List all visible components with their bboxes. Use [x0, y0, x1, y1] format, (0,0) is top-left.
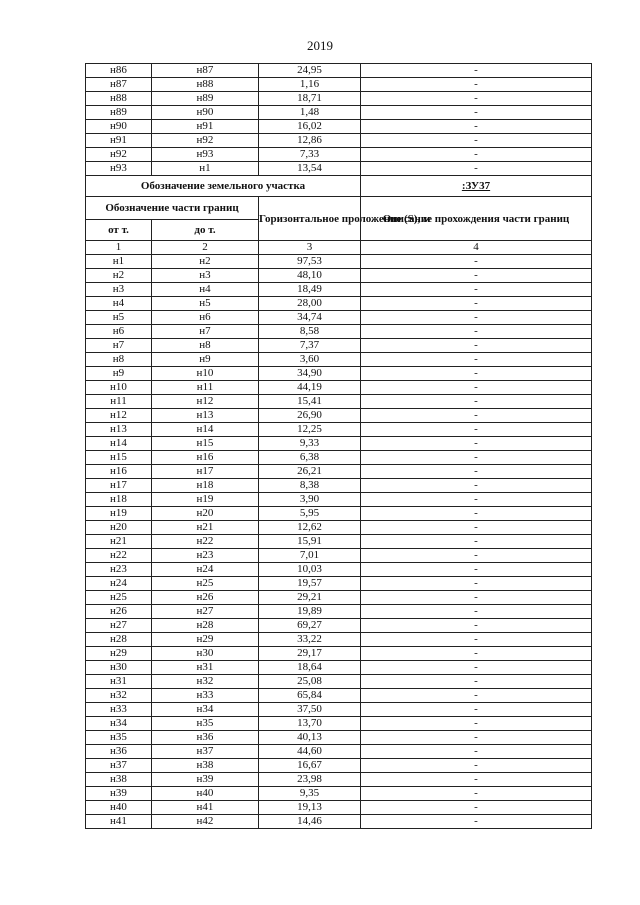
- table-row: [86, 162, 592, 176]
- distance-cell: 18,71: [259, 92, 361, 106]
- to-point-cell: н90: [152, 106, 259, 120]
- from-point-cell: н1: [86, 255, 152, 269]
- distance-cell: 14,46: [259, 815, 361, 829]
- to-point-cell: н89: [152, 92, 259, 106]
- to-point-cell: н22: [152, 535, 259, 549]
- table-row: [86, 507, 592, 521]
- to-point-cell: н12: [152, 395, 259, 409]
- description-cell: -: [361, 106, 592, 120]
- from-point-cell: н17: [86, 479, 152, 493]
- to-point-cell: н39: [152, 773, 259, 787]
- distance-cell: 65,84: [259, 689, 361, 703]
- table-row: [86, 134, 592, 148]
- table-row: [86, 395, 592, 409]
- to-point-cell: н24: [152, 563, 259, 577]
- description-cell: -: [361, 283, 592, 297]
- distance-cell: 10,03: [259, 563, 361, 577]
- distance-cell: 1,16: [259, 78, 361, 92]
- to-point-cell: н17: [152, 465, 259, 479]
- table-row: [86, 339, 592, 353]
- to-point-cell: н16: [152, 451, 259, 465]
- distance-cell: 24,95: [259, 64, 361, 78]
- to-point-cell: н31: [152, 661, 259, 675]
- table-row: [86, 64, 592, 78]
- to-point-cell: н20: [152, 507, 259, 521]
- to-point-cell: н15: [152, 437, 259, 451]
- table-row: [86, 367, 592, 381]
- column-number: 3: [259, 241, 361, 255]
- from-point-cell: н9: [86, 367, 152, 381]
- description-cell: -: [361, 605, 592, 619]
- distance-cell: 5,95: [259, 507, 361, 521]
- distance-cell: 69,27: [259, 619, 361, 633]
- table-header: [86, 176, 592, 255]
- from-point-cell: н24: [86, 577, 152, 591]
- description-cell: -: [361, 311, 592, 325]
- distance-cell: 1,48: [259, 106, 361, 120]
- from-point-cell: н16: [86, 465, 152, 479]
- to-point-cell: н29: [152, 633, 259, 647]
- from-point-cell: н29: [86, 647, 152, 661]
- from-point-cell: н88: [86, 92, 152, 106]
- table-row: [86, 269, 592, 283]
- distance-cell: 15,41: [259, 395, 361, 409]
- table-row: [86, 325, 592, 339]
- description-cell: -: [361, 661, 592, 675]
- distance-cell: 18,49: [259, 283, 361, 297]
- to-point-cell: н32: [152, 675, 259, 689]
- distance-cell: 12,62: [259, 521, 361, 535]
- from-point-cell: н28: [86, 633, 152, 647]
- table-row: [86, 619, 592, 633]
- from-point-cell: н25: [86, 591, 152, 605]
- description-cell: -: [361, 619, 592, 633]
- table-row: [86, 465, 592, 479]
- to-point-cell: н28: [152, 619, 259, 633]
- table-row: [86, 801, 592, 815]
- from-point-cell: н37: [86, 759, 152, 773]
- column-number: 1: [86, 241, 152, 255]
- distance-cell: 18,64: [259, 661, 361, 675]
- description-cell: -: [361, 367, 592, 381]
- from-point-cell: н89: [86, 106, 152, 120]
- to-point-cell: н40: [152, 787, 259, 801]
- description-cell: -: [361, 591, 592, 605]
- description-header: Описание прохождения части границ: [361, 197, 592, 241]
- table-row: [86, 297, 592, 311]
- distance-cell: 13,70: [259, 717, 361, 731]
- description-cell: -: [361, 549, 592, 563]
- description-cell: -: [361, 745, 592, 759]
- table-row: [86, 451, 592, 465]
- from-point-cell: н19: [86, 507, 152, 521]
- distance-cell: 26,21: [259, 465, 361, 479]
- to-point-cell: н6: [152, 311, 259, 325]
- distance-cell: 44,19: [259, 381, 361, 395]
- distance-cell: 12,25: [259, 423, 361, 437]
- main-rows: [86, 255, 592, 829]
- to-point-cell: н91: [152, 120, 259, 134]
- distance-cell: 9,35: [259, 787, 361, 801]
- from-point-cell: н34: [86, 717, 152, 731]
- to-point-cell: н38: [152, 759, 259, 773]
- table-row: [86, 106, 592, 120]
- description-cell: -: [361, 353, 592, 367]
- to-point-cell: н27: [152, 605, 259, 619]
- description-cell: -: [361, 521, 592, 535]
- from-point-cell: н3: [86, 283, 152, 297]
- distance-cell: 37,50: [259, 703, 361, 717]
- from-point-cell: н27: [86, 619, 152, 633]
- description-cell: -: [361, 339, 592, 353]
- table-row: [86, 535, 592, 549]
- table-row: [86, 423, 592, 437]
- plot-header-row: [86, 176, 592, 197]
- distance-cell: 3,90: [259, 493, 361, 507]
- plot-header-label: Обозначение земельного участка: [86, 176, 361, 197]
- from-point-cell: н15: [86, 451, 152, 465]
- to-point-cell: н87: [152, 64, 259, 78]
- from-point-cell: н36: [86, 745, 152, 759]
- to-point-cell: н7: [152, 325, 259, 339]
- column-number-row: [86, 241, 592, 255]
- description-cell: -: [361, 162, 592, 176]
- from-point-cell: н8: [86, 353, 152, 367]
- distance-cell: 9,33: [259, 437, 361, 451]
- description-cell: -: [361, 148, 592, 162]
- to-point-cell: н93: [152, 148, 259, 162]
- description-cell: -: [361, 647, 592, 661]
- to-point-cell: н9: [152, 353, 259, 367]
- from-point-cell: н35: [86, 731, 152, 745]
- from-point-cell: н26: [86, 605, 152, 619]
- from-point-cell: н5: [86, 311, 152, 325]
- description-cell: -: [361, 465, 592, 479]
- to-point-cell: н2: [152, 255, 259, 269]
- distance-cell: 12,86: [259, 134, 361, 148]
- from-point-cell: н20: [86, 521, 152, 535]
- description-cell: -: [361, 577, 592, 591]
- description-cell: -: [361, 563, 592, 577]
- table-row: [86, 78, 592, 92]
- table-row: [86, 703, 592, 717]
- from-point-cell: н32: [86, 689, 152, 703]
- description-cell: -: [361, 255, 592, 269]
- description-cell: -: [361, 675, 592, 689]
- description-cell: -: [361, 815, 592, 829]
- table-row: [86, 787, 592, 801]
- from-point-cell: н41: [86, 815, 152, 829]
- description-cell: -: [361, 64, 592, 78]
- description-cell: -: [361, 787, 592, 801]
- from-point-cell: н93: [86, 162, 152, 176]
- column-header-row: [86, 197, 592, 220]
- to-point-cell: н33: [152, 689, 259, 703]
- to-point-header: до т.: [152, 220, 259, 241]
- description-cell: -: [361, 801, 592, 815]
- to-point-cell: н19: [152, 493, 259, 507]
- description-cell: -: [361, 297, 592, 311]
- distance-cell: 29,17: [259, 647, 361, 661]
- distance-cell: 97,53: [259, 255, 361, 269]
- distance-cell: 15,91: [259, 535, 361, 549]
- from-point-cell: н23: [86, 563, 152, 577]
- table-row: [86, 148, 592, 162]
- distance-cell: 29,21: [259, 591, 361, 605]
- from-point-cell: н90: [86, 120, 152, 134]
- column-number: 2: [152, 241, 259, 255]
- table-row: [86, 120, 592, 134]
- table-row: [86, 759, 592, 773]
- description-cell: -: [361, 717, 592, 731]
- description-cell: -: [361, 92, 592, 106]
- description-cell: -: [361, 134, 592, 148]
- distance-cell: 7,37: [259, 339, 361, 353]
- to-point-cell: н3: [152, 269, 259, 283]
- to-point-cell: н21: [152, 521, 259, 535]
- to-point-cell: н26: [152, 591, 259, 605]
- to-point-cell: н42: [152, 815, 259, 829]
- table-row: [86, 647, 592, 661]
- distance-cell: 33,22: [259, 633, 361, 647]
- page-number: 2019: [307, 38, 333, 53]
- to-point-cell: н34: [152, 703, 259, 717]
- from-point-cell: н92: [86, 148, 152, 162]
- from-point-cell: н31: [86, 675, 152, 689]
- from-point-cell: н7: [86, 339, 152, 353]
- description-cell: -: [361, 269, 592, 283]
- from-point-cell: н33: [86, 703, 152, 717]
- table-row: [86, 605, 592, 619]
- from-point-cell: н2: [86, 269, 152, 283]
- distance-cell: 26,90: [259, 409, 361, 423]
- part-designation-header: Обозначение части границ: [86, 197, 259, 220]
- table-row: [86, 255, 592, 269]
- table-row: [86, 773, 592, 787]
- from-point-cell: н18: [86, 493, 152, 507]
- description-cell: -: [361, 507, 592, 521]
- from-point-cell: н11: [86, 395, 152, 409]
- distance-cell: 8,58: [259, 325, 361, 339]
- distance-cell: 23,98: [259, 773, 361, 787]
- description-cell: -: [361, 409, 592, 423]
- distance-cell: 13,54: [259, 162, 361, 176]
- to-point-cell: н1: [152, 162, 259, 176]
- from-point-cell: н87: [86, 78, 152, 92]
- to-point-cell: н4: [152, 283, 259, 297]
- table-row: [86, 731, 592, 745]
- distance-cell: 48,10: [259, 269, 361, 283]
- distance-cell: 34,90: [259, 367, 361, 381]
- distance-cell: 19,57: [259, 577, 361, 591]
- to-point-cell: н92: [152, 134, 259, 148]
- distance-cell: 3,60: [259, 353, 361, 367]
- description-cell: -: [361, 773, 592, 787]
- to-point-cell: н88: [152, 78, 259, 92]
- table-row: [86, 591, 592, 605]
- table-row: [86, 549, 592, 563]
- from-point-cell: н10: [86, 381, 152, 395]
- table-row: [86, 689, 592, 703]
- distance-cell: 16,67: [259, 759, 361, 773]
- description-cell: -: [361, 633, 592, 647]
- table-row: [86, 437, 592, 451]
- from-point-cell: н13: [86, 423, 152, 437]
- table-row: [86, 675, 592, 689]
- table-row: [86, 493, 592, 507]
- description-cell: -: [361, 395, 592, 409]
- table-row: [86, 353, 592, 367]
- distance-cell: 7,33: [259, 148, 361, 162]
- table-row: [86, 563, 592, 577]
- distance-cell: 16,02: [259, 120, 361, 134]
- from-point-cell: н21: [86, 535, 152, 549]
- description-cell: -: [361, 731, 592, 745]
- distance-cell: 6,38: [259, 451, 361, 465]
- from-point-cell: н22: [86, 549, 152, 563]
- column-number: 4: [361, 241, 592, 255]
- from-point-cell: н4: [86, 297, 152, 311]
- table-row: [86, 815, 592, 829]
- table-row: [86, 409, 592, 423]
- to-point-cell: н8: [152, 339, 259, 353]
- to-point-cell: н10: [152, 367, 259, 381]
- to-point-cell: н25: [152, 577, 259, 591]
- distance-cell: 40,13: [259, 731, 361, 745]
- from-point-cell: н14: [86, 437, 152, 451]
- from-point-cell: н86: [86, 64, 152, 78]
- from-point-cell: н39: [86, 787, 152, 801]
- description-cell: -: [361, 689, 592, 703]
- description-cell: -: [361, 423, 592, 437]
- distance-cell: 19,89: [259, 605, 361, 619]
- description-cell: -: [361, 78, 592, 92]
- table-row: [86, 283, 592, 297]
- table-row: [86, 577, 592, 591]
- description-cell: -: [361, 381, 592, 395]
- distance-cell: 8,38: [259, 479, 361, 493]
- description-cell: -: [361, 325, 592, 339]
- table-row: [86, 381, 592, 395]
- to-point-cell: н35: [152, 717, 259, 731]
- to-point-cell: н18: [152, 479, 259, 493]
- description-cell: -: [361, 437, 592, 451]
- distance-cell: 34,74: [259, 311, 361, 325]
- distance-cell: 44,60: [259, 745, 361, 759]
- boundary-table: [85, 63, 592, 829]
- description-cell: -: [361, 759, 592, 773]
- table-row: [86, 633, 592, 647]
- distance-cell: 25,08: [259, 675, 361, 689]
- distance-header: Горизонтальное проложение (S), м: [259, 197, 361, 241]
- from-point-cell: н38: [86, 773, 152, 787]
- from-point-cell: н6: [86, 325, 152, 339]
- distance-cell: 28,00: [259, 297, 361, 311]
- distance-cell: 7,01: [259, 549, 361, 563]
- to-point-cell: н14: [152, 423, 259, 437]
- description-cell: -: [361, 451, 592, 465]
- table-row: [86, 92, 592, 106]
- description-cell: -: [361, 493, 592, 507]
- plot-id: :ЗУ37: [361, 176, 592, 197]
- to-point-cell: н13: [152, 409, 259, 423]
- description-cell: -: [361, 703, 592, 717]
- top-rows: [86, 64, 592, 176]
- table-row: [86, 311, 592, 325]
- from-point-cell: н40: [86, 801, 152, 815]
- to-point-cell: н30: [152, 647, 259, 661]
- table-row: [86, 745, 592, 759]
- to-point-cell: н23: [152, 549, 259, 563]
- table-row: [86, 479, 592, 493]
- to-point-cell: н41: [152, 801, 259, 815]
- table-row: [86, 717, 592, 731]
- description-cell: -: [361, 535, 592, 549]
- to-point-cell: н5: [152, 297, 259, 311]
- from-point-cell: н30: [86, 661, 152, 675]
- to-point-cell: н36: [152, 731, 259, 745]
- distance-cell: 19,13: [259, 801, 361, 815]
- from-point-cell: н91: [86, 134, 152, 148]
- description-cell: -: [361, 120, 592, 134]
- from-point-cell: н12: [86, 409, 152, 423]
- description-cell: -: [361, 479, 592, 493]
- to-point-cell: н37: [152, 745, 259, 759]
- table-row: [86, 661, 592, 675]
- to-point-cell: н11: [152, 381, 259, 395]
- table-row: [86, 521, 592, 535]
- from-point-header: от т.: [86, 220, 152, 241]
